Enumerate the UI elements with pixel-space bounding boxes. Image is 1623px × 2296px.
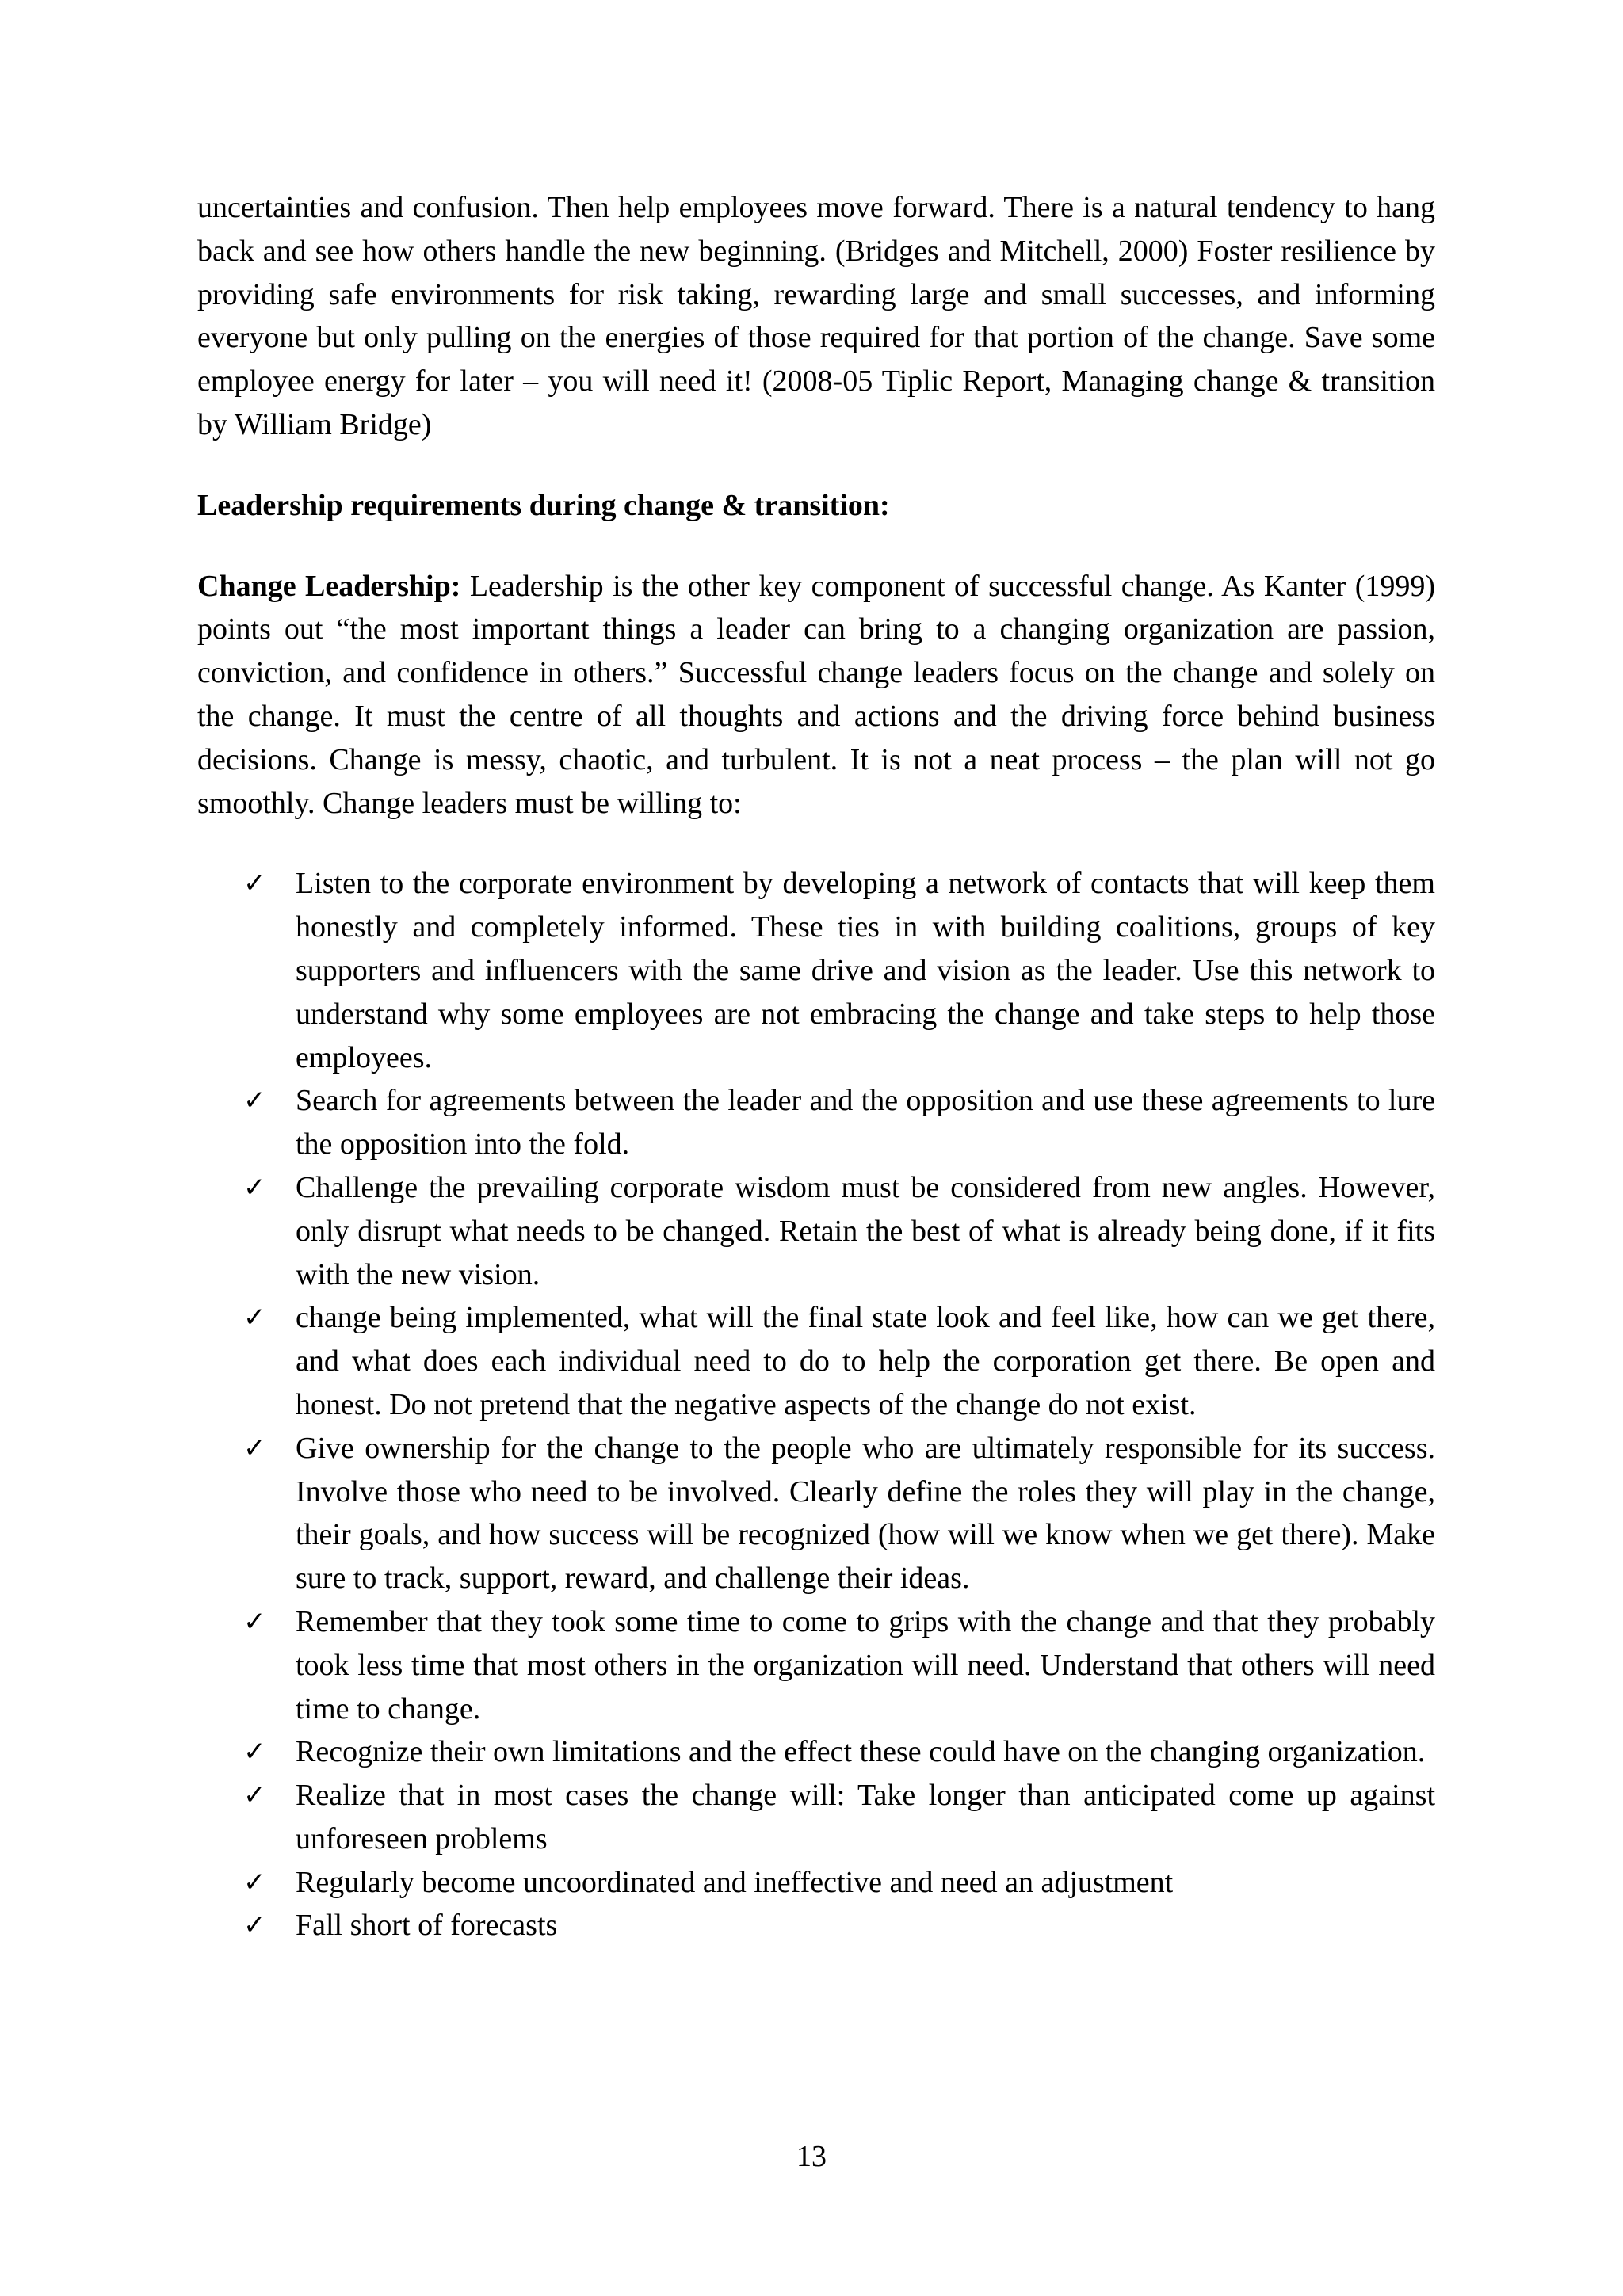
checklist-item-text: Challenge the prevailing corporate wisdom must be considered from new angles. However, only disrupt what needs to be changed. Retain the best of what is already being done, if it fits with the new vision. [296, 1170, 1435, 1291]
checklist-item-text: change being implemented, what will the final state look and feel like, how can we get there, and what does each individual need to do to help the corporation get there. Be open and honest. Do not pretend that the negative aspects of the change do not exist. [296, 1301, 1435, 1421]
checklist-item [197, 1079, 1435, 1166]
checklist-item-text: Realize that in most cases the change will: Take longer than anticipated come up against unforeseen problems [296, 1779, 1435, 1855]
checklist-item [197, 1296, 1435, 1426]
checklist-item-text: Listen to the corporate environment by developing a network of contacts that will keep them honestly and completely informed. These ties in with building coalitions, groups of key supporters and influencers with the same drive and vision as the leader. Use this network to understand why some employees are not embracing the change and take steps to help those employees. [296, 867, 1435, 1074]
checklist-item [197, 1166, 1435, 1296]
change-leadership-paragraph [197, 565, 1435, 826]
checklist-item-text: Give ownership for the change to the people who are ultimately responsible for its success. Involve those who need to be involved. Clearly define the roles they will play in the change, their goals, and how success will be recognized (how will we know when we get there). Make sure to track, support, reward, and challenge their ideas. [296, 1431, 1435, 1596]
check-mark-icon: ✓ [243, 1605, 266, 1638]
check-mark-icon: ✓ [243, 1302, 266, 1334]
document-page [197, 186, 1435, 1947]
check-mark-icon: ✓ [243, 1085, 266, 1117]
section-heading: Leadership requirements during change & transition: [197, 488, 890, 522]
checklist-item-text: Recognize their own limitations and the effect these could have on the changing organization. [296, 1735, 1426, 1769]
page-number: 13 [796, 2140, 827, 2173]
checklist-item [197, 1861, 1435, 1905]
checklist-item-text: Search for agreements between the leader and the opposition and use these agreements to lure the opposition into the fold. [296, 1084, 1435, 1161]
checklist-item [197, 1730, 1435, 1774]
checklist-item [197, 1904, 1435, 1947]
checklist-item [197, 1774, 1435, 1861]
checklist-item-text: Remember that they took some time to come to grips with the change and that they probably took less time that most others in the organization will need. Understand that others will need time to change. [296, 1604, 1435, 1726]
intro-paragraph: uncertainties and confusion. Then help employees move forward. There is a natural tendency to hang back and see how others handle the new beginning. (Bridges and Mitchell, 2000) Foster resilience by providing safe environments for risk taking, rewarding large and small successes, and informing everyone but only pulling on the energies of those required for that portion of the change. Save some employee energy for later – you will need it! (2008-05 Tiplic Report, Managing change & transition by William Bridge) [197, 191, 1435, 441]
check-mark-icon: ✓ [243, 1432, 266, 1464]
check-mark-icon: ✓ [243, 1171, 266, 1203]
change-leadership-lead-in: Change Leadership: [197, 569, 461, 603]
checklist-item-text: Fall short of forecasts [296, 1909, 558, 1943]
check-mark-icon: ✓ [243, 868, 266, 900]
check-mark-icon: ✓ [243, 1736, 266, 1768]
checklist-item-text: Regularly become uncoordinated and ineffective and need an adjustment [296, 1865, 1174, 1899]
check-mark-icon: ✓ [243, 1866, 266, 1898]
checklist-item [197, 862, 1435, 1079]
check-mark-icon: ✓ [243, 1909, 266, 1942]
willingness-checklist [197, 862, 1435, 1947]
check-mark-icon: ✓ [243, 1779, 266, 1812]
checklist-item [197, 1427, 1435, 1600]
checklist-item [197, 1600, 1435, 1730]
change-leadership-text: Leadership is the other key component of successful change. As Kanter (1999) points out “the most important things a leader can bring to a changing organization are passion, conviction, and confidence in others.” Successful change leaders focus on the change and solely on the change. It must the centre of all thoughts and actions and the driving force behind business decisions. Change is messy, chaotic, and turbulent. It is not a neat process – the plan will not go smoothly. Change leaders must be willing to: [197, 569, 1436, 820]
